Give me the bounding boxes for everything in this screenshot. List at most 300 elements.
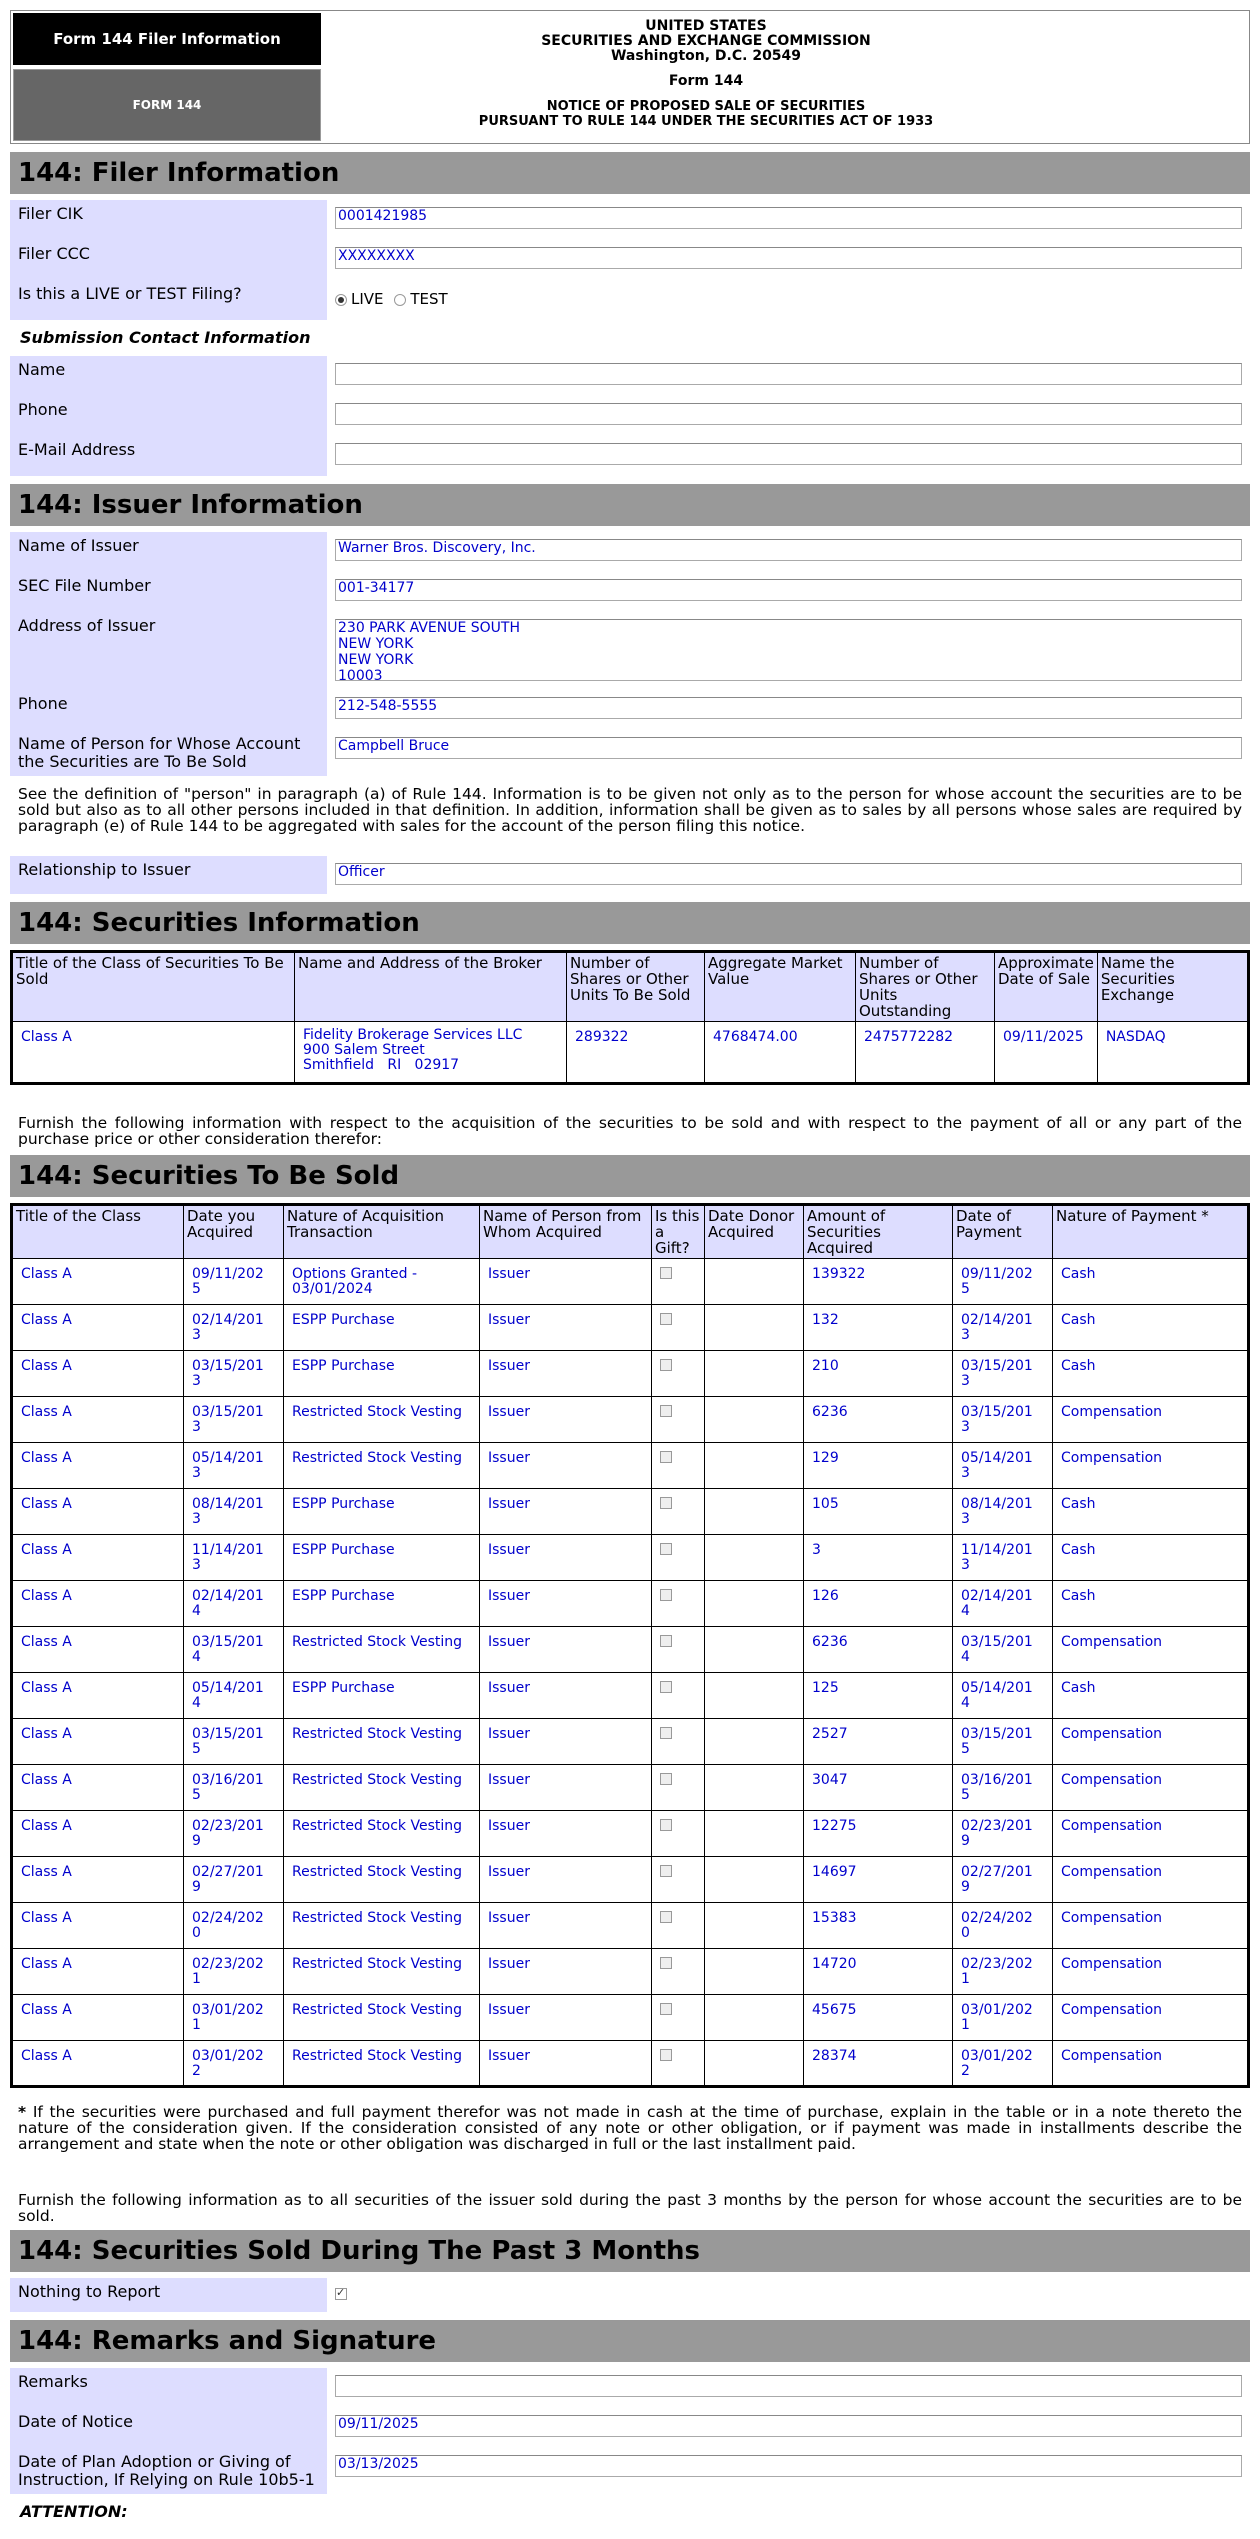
cell-class: Class A: [12, 1351, 184, 1397]
is-gift-checkbox[interactable]: [660, 1635, 672, 1647]
live-test-label: Is this a LIVE or TEST Filing?: [10, 280, 327, 320]
cell-donor-date: [705, 1259, 804, 1305]
cell-is-gift: [652, 1581, 705, 1627]
cell-date-acquired: 03/15/201 5: [184, 1719, 284, 1765]
to-be-sold-header-row: [12, 1205, 1249, 1259]
cell-amount: 2527: [804, 1719, 953, 1765]
address-line-1: 230 PARK AVENUE SOUTH: [338, 620, 521, 636]
cell-class: Class A: [12, 1811, 184, 1857]
cell-date-acquired: 08/14/201 3: [184, 1489, 284, 1535]
cell-acquired-from: Issuer: [480, 1259, 652, 1305]
plan-date-field[interactable]: 03/13/2025: [335, 2455, 1242, 2477]
col-title-class: Title of the Class: [12, 1205, 184, 1259]
to-be-sold-row: [12, 1673, 1249, 1719]
cell-payment-date: 05/14/201 3: [953, 1443, 1053, 1489]
section-issuer-information: 144: Issuer Information: [10, 484, 1250, 526]
contact-name-row: [10, 356, 1250, 396]
cell-amount: 126: [804, 1581, 953, 1627]
col-broker: Name and Address of the Broker: [295, 952, 567, 1022]
col-units-outstanding: Number of Shares or Other Units Outstanding: [856, 952, 995, 1022]
seller-name-field[interactable]: Campbell Bruce: [335, 737, 1242, 759]
cell-class: Class A: [12, 1022, 295, 1084]
is-gift-checkbox[interactable]: [660, 1451, 672, 1463]
cell-payment-nature: Cash: [1053, 1673, 1249, 1719]
cell-donor-date: [705, 1627, 804, 1673]
past3-instructions: Furnish the following information as to all securities of the issuer sold during the past 3 months by the person for whose account the securities are to be sold.: [18, 2191, 1242, 2225]
cell-payment-date: 02/23/201 9: [953, 1811, 1053, 1857]
securities-info-header-row: [12, 952, 1249, 1022]
cell-acquired-from: Issuer: [480, 1811, 652, 1857]
cell-payment-nature: Compensation: [1053, 1765, 1249, 1811]
nothing-to-report-checkbox[interactable]: [335, 2288, 347, 2300]
is-gift-checkbox[interactable]: [660, 1589, 672, 1601]
cell-donor-date: [705, 1443, 804, 1489]
to-be-sold-row: [12, 2041, 1249, 2087]
is-gift-checkbox[interactable]: [660, 1727, 672, 1739]
cell-is-gift: [652, 1443, 705, 1489]
cell-acquisition-nature: Restricted Stock Vesting: [284, 1903, 480, 1949]
header-title-block: [323, 11, 1249, 143]
cell-donor-date: [705, 1535, 804, 1581]
cell-acquisition-nature: ESPP Purchase: [284, 1305, 480, 1351]
cell-class: Class A: [12, 1443, 184, 1489]
section-securities-to-be-sold: 144: Securities To Be Sold: [10, 1155, 1250, 1197]
cell-is-gift: [652, 1397, 705, 1443]
cell-payment-date: 03/15/201 4: [953, 1627, 1053, 1673]
is-gift-checkbox[interactable]: [660, 1313, 672, 1325]
contact-phone-field[interactable]: [335, 403, 1242, 425]
cell-acquisition-nature: ESPP Purchase: [284, 1673, 480, 1719]
cell-is-gift: [652, 1259, 705, 1305]
filer-cik-field[interactable]: 0001421985: [335, 207, 1242, 229]
to-be-sold-row: [12, 1489, 1249, 1535]
cell-donor-date: [705, 1397, 804, 1443]
is-gift-checkbox[interactable]: [660, 1267, 672, 1279]
to-be-sold-row: [12, 1259, 1249, 1305]
cell-acquisition-nature: Restricted Stock Vesting: [284, 2041, 480, 2087]
cell-class: Class A: [12, 2041, 184, 2087]
cell-amount: 28374: [804, 2041, 953, 2087]
filer-cik-row: [10, 200, 1250, 240]
is-gift-checkbox[interactable]: [660, 1957, 672, 1969]
cell-class: Class A: [12, 1581, 184, 1627]
cell-acquisition-nature: Restricted Stock Vesting: [284, 1627, 480, 1673]
cell-is-gift: [652, 2041, 705, 2087]
cell-amount: 14720: [804, 1949, 953, 1995]
seller-name-label: Name of Person for Whose Account the Securities are To Be Sold: [10, 730, 327, 776]
cell-sale-date: 09/11/2025: [995, 1022, 1098, 1084]
contact-email-row: [10, 436, 1250, 476]
securities-to-be-sold-table: [10, 1203, 1250, 2088]
cell-acquisition-nature: Restricted Stock Vesting: [284, 1443, 480, 1489]
notice-date-row: [10, 2408, 1250, 2448]
cell-acquired-from: Issuer: [480, 1949, 652, 1995]
col-amount-acquired: Amount of Securities Acquired: [804, 1205, 953, 1259]
address-line-3: NEW YORK: [338, 652, 414, 668]
col-acquisition-nature: Nature of Acquisition Transaction: [284, 1205, 480, 1259]
broker-name: Fidelity Brokerage Services LLC: [303, 1027, 523, 1043]
cell-class: Class A: [12, 1305, 184, 1351]
remarks-label: Remarks: [10, 2368, 327, 2408]
cell-date-acquired: 03/16/201 5: [184, 1765, 284, 1811]
cell-payment-nature: Cash: [1053, 1305, 1249, 1351]
cell-acquired-from: Issuer: [480, 1443, 652, 1489]
col-date-acquired: Date you Acquired: [184, 1205, 284, 1259]
is-gift-checkbox[interactable]: [660, 1911, 672, 1923]
to-be-sold-row: [12, 1949, 1249, 1995]
notice-date-field[interactable]: 09/11/2025: [335, 2415, 1242, 2437]
cell-payment-nature: Compensation: [1053, 1811, 1249, 1857]
cell-is-gift: [652, 1305, 705, 1351]
cell-payment-nature: Compensation: [1053, 2041, 1249, 2087]
issuer-address-field[interactable]: [335, 619, 1242, 684]
header-badges: [11, 11, 323, 143]
to-be-sold-row: [12, 1811, 1249, 1857]
cell-payment-date: 05/14/201 4: [953, 1673, 1053, 1719]
cell-donor-date: [705, 2041, 804, 2087]
is-gift-checkbox[interactable]: [660, 1819, 672, 1831]
cell-acquisition-nature: Restricted Stock Vesting: [284, 1811, 480, 1857]
section-sold-past-3-months: 144: Securities Sold During The Past 3 Months: [10, 2230, 1250, 2272]
cell-value: 4768474.00: [705, 1022, 856, 1084]
footnote-text: If the securities were purchased and full payment therefor was not made in cash at the time of purchase, explain in the table or in a note thereto the nature of the consideration given. If the consideration consisted of any note or other obligation, or if payment was made in installments describe the arrangement and state when the note or other obligation was discharged in full or the last installment paid.: [18, 2103, 1242, 2153]
cell-date-acquired: 03/01/202 1: [184, 1995, 284, 2041]
cell-payment-date: 03/15/201 3: [953, 1351, 1053, 1397]
is-gift-checkbox[interactable]: [660, 1405, 672, 1417]
cell-payment-nature: Cash: [1053, 1535, 1249, 1581]
cell-class: Class A: [12, 1627, 184, 1673]
cell-acquired-from: Issuer: [480, 1673, 652, 1719]
cell-date-acquired: 02/14/201 4: [184, 1581, 284, 1627]
cell-acquisition-nature: Options Granted - 03/01/2024: [284, 1259, 480, 1305]
col-is-gift: Is this a Gift?: [652, 1205, 705, 1259]
cell-class: Class A: [12, 1489, 184, 1535]
cell-date-acquired: 02/27/201 9: [184, 1857, 284, 1903]
cell-acquisition-nature: Restricted Stock Vesting: [284, 1949, 480, 1995]
cell-donor-date: [705, 1765, 804, 1811]
sec-file-field[interactable]: 001-34177: [335, 579, 1242, 601]
issuer-address-label: Address of Issuer: [10, 612, 327, 690]
filer-info-tab[interactable]: Form 144 Filer Information: [13, 13, 321, 65]
agency-location: Washington, D.C. 20549: [610, 48, 802, 64]
cell-class: Class A: [12, 1765, 184, 1811]
is-gift-checkbox[interactable]: [660, 1359, 672, 1371]
cell-date-acquired: 09/11/202 5: [184, 1259, 284, 1305]
cell-class: Class A: [12, 1903, 184, 1949]
cell-class: Class A: [12, 1673, 184, 1719]
cell-date-acquired: 03/15/201 3: [184, 1397, 284, 1443]
notice-date-label: Date of Notice: [10, 2408, 327, 2448]
issuer-phone-row: [10, 690, 1250, 730]
cell-acquired-from: Issuer: [480, 1719, 652, 1765]
to-be-sold-row: [12, 1765, 1249, 1811]
cell-payment-date: 03/16/201 5: [953, 1765, 1053, 1811]
cell-payment-nature: Compensation: [1053, 1627, 1249, 1673]
cell-payment-date: 02/23/202 1: [953, 1949, 1053, 1995]
cell-payment-nature: Cash: [1053, 1351, 1249, 1397]
cell-class: Class A: [12, 1995, 184, 2041]
footnote-star: *: [18, 2103, 27, 2121]
cell-is-gift: [652, 1765, 705, 1811]
cell-donor-date: [705, 1995, 804, 2041]
address-line-4: 10003: [338, 668, 383, 684]
section-securities-information: 144: Securities Information: [10, 902, 1250, 944]
cell-payment-nature: Compensation: [1053, 1903, 1249, 1949]
cell-payment-date: 02/14/201 4: [953, 1581, 1053, 1627]
remarks-field[interactable]: [335, 2375, 1242, 2397]
is-gift-checkbox[interactable]: [660, 1543, 672, 1555]
cell-payment-date: 11/14/201 3: [953, 1535, 1053, 1581]
to-be-sold-row: [12, 1535, 1249, 1581]
cell-date-acquired: 11/14/201 3: [184, 1535, 284, 1581]
to-be-sold-row: [12, 1627, 1249, 1673]
cell-amount: 129: [804, 1443, 953, 1489]
cell-donor-date: [705, 1305, 804, 1351]
contact-email-label: E-Mail Address: [10, 436, 327, 476]
cell-acquired-from: Issuer: [480, 1995, 652, 2041]
cell-donor-date: [705, 1489, 804, 1535]
is-gift-checkbox[interactable]: [660, 2049, 672, 2061]
col-sale-date: Approximate Date of Sale: [995, 952, 1098, 1022]
is-gift-checkbox[interactable]: [660, 1865, 672, 1877]
broker-city: Smithfield RI 02917: [303, 1057, 460, 1073]
cell-acquired-from: Issuer: [480, 1627, 652, 1673]
cell-class: Class A: [12, 1535, 184, 1581]
cell-amount: 12275: [804, 1811, 953, 1857]
col-acquired-from: Name of Person from Whom Acquired: [480, 1205, 652, 1259]
cell-amount: 45675: [804, 1995, 953, 2041]
section-remarks-signature: 144: Remarks and Signature: [10, 2320, 1250, 2362]
cell-payment-date: 02/27/201 9: [953, 1857, 1053, 1903]
relationship-row: [10, 856, 1250, 894]
address-line-2: NEW YORK: [338, 636, 414, 652]
payment-footnote: [10, 2088, 1250, 2158]
relationship-label: Relationship to Issuer: [10, 856, 327, 894]
securities-info-row: [12, 1022, 1249, 1084]
cell-acquisition-nature: Restricted Stock Vesting: [284, 1397, 480, 1443]
col-donor-date: Date Donor Acquired: [705, 1205, 804, 1259]
contact-name-label: Name: [10, 356, 327, 396]
cell-payment-nature: Compensation: [1053, 1995, 1249, 2041]
cell-acquired-from: Issuer: [480, 1581, 652, 1627]
cell-payment-date: 02/24/202 0: [953, 1903, 1053, 1949]
cell-donor-date: [705, 1581, 804, 1627]
cell-acquired-from: Issuer: [480, 1765, 652, 1811]
col-payment-date: Date of Payment: [953, 1205, 1053, 1259]
cell-broker: [295, 1022, 567, 1084]
cell-donor-date: [705, 1351, 804, 1397]
plan-date-label: Date of Plan Adoption or Giving of Instruction, If Relying on Rule 10b5-1: [10, 2448, 327, 2494]
cell-donor-date: [705, 1673, 804, 1719]
cell-is-gift: [652, 1857, 705, 1903]
to-be-sold-row: [12, 1581, 1249, 1627]
cell-is-gift: [652, 1673, 705, 1719]
to-be-sold-row: [12, 1351, 1249, 1397]
cell-donor-date: [705, 1719, 804, 1765]
cell-acquisition-nature: Restricted Stock Vesting: [284, 1995, 480, 2041]
cell-payment-nature: Compensation: [1053, 1719, 1249, 1765]
cell-donor-date: [705, 1949, 804, 1995]
cell-date-acquired: 02/23/201 9: [184, 1811, 284, 1857]
cell-is-gift: [652, 1949, 705, 1995]
cell-payment-nature: Cash: [1053, 1489, 1249, 1535]
cell-units: 289322: [567, 1022, 705, 1084]
to-be-sold-row: [12, 1443, 1249, 1489]
form-144-tab[interactable]: FORM 144: [13, 69, 321, 141]
to-be-sold-row: [12, 1995, 1249, 2041]
cell-donor-date: [705, 1903, 804, 1949]
relationship-field[interactable]: Officer: [335, 863, 1242, 885]
cell-amount: 3047: [804, 1765, 953, 1811]
cell-date-acquired: 03/15/201 3: [184, 1351, 284, 1397]
person-definition-text: See the definition of "person" in paragraph (a) of Rule 144. Information is to be given not only as to the person for whose account the securities are to be sold but also as to all other persons included in that definition. In addition, information shall be given as to sales by all persons whose sales are required by paragraph (e) of Rule 144 to be aggregated with sales for the account of the person filing this notice.: [18, 785, 1242, 835]
issuer-name-field[interactable]: Warner Bros. Discovery, Inc.: [335, 539, 1242, 561]
attention-heading: ATTENTION:: [20, 2502, 128, 2521]
cell-acquired-from: Issuer: [480, 1857, 652, 1903]
cell-class: Class A: [12, 1857, 184, 1903]
is-gift-checkbox[interactable]: [660, 2003, 672, 2015]
cell-date-acquired: 02/24/202 0: [184, 1903, 284, 1949]
cell-acquired-from: Issuer: [480, 1305, 652, 1351]
cell-payment-nature: Cash: [1053, 1581, 1249, 1627]
live-radio[interactable]: [335, 294, 347, 306]
cell-amount: 105: [804, 1489, 953, 1535]
cell-payment-date: 09/11/202 5: [953, 1259, 1053, 1305]
cell-payment-date: 03/15/201 5: [953, 1719, 1053, 1765]
cell-is-gift: [652, 1535, 705, 1581]
issuer-name-label: Name of Issuer: [10, 532, 327, 572]
cell-donor-date: [705, 1811, 804, 1857]
cell-acquisition-nature: Restricted Stock Vesting: [284, 1765, 480, 1811]
cell-payment-date: 03/01/202 2: [953, 2041, 1053, 2087]
cell-exchange: NASDAQ: [1097, 1022, 1248, 1084]
cell-amount: 14697: [804, 1857, 953, 1903]
cell-amount: 132: [804, 1305, 953, 1351]
cell-payment-nature: Compensation: [1053, 1949, 1249, 1995]
cell-donor-date: [705, 1857, 804, 1903]
col-units-to-sell: Number of Shares or Other Units To Be Sold: [567, 952, 705, 1022]
cell-payment-date: 02/14/201 3: [953, 1305, 1053, 1351]
notice-line-2: PURSUANT TO RULE 144 UNDER THE SECURITIES ACT OF 1933: [478, 114, 934, 129]
form-name: Form 144: [668, 73, 744, 89]
nothing-to-report-row: [10, 2278, 1250, 2312]
submission-contact-heading: Submission Contact Information: [20, 328, 311, 347]
cell-class: Class A: [12, 1397, 184, 1443]
filer-ccc-label: Filer CCC: [10, 240, 327, 280]
notice-line-1: NOTICE OF PROPOSED SALE OF SECURITIES: [546, 99, 866, 114]
cell-is-gift: [652, 1719, 705, 1765]
to-be-sold-row: [12, 1857, 1249, 1903]
issuer-name-row: [10, 532, 1250, 572]
cell-payment-date: 08/14/201 3: [953, 1489, 1053, 1535]
col-market-value: Aggregate Market Value: [705, 952, 856, 1022]
cell-amount: 139322: [804, 1259, 953, 1305]
cell-payment-nature: Compensation: [1053, 1397, 1249, 1443]
live-test-row: [10, 280, 1250, 320]
col-exchange: Name the Securities Exchange: [1097, 952, 1248, 1022]
nothing-to-report-label: Nothing to Report: [10, 2278, 327, 2312]
cell-is-gift: [652, 1627, 705, 1673]
cell-acquisition-nature: ESPP Purchase: [284, 1581, 480, 1627]
is-gift-checkbox[interactable]: [660, 1773, 672, 1785]
securities-info-table: [10, 950, 1250, 1085]
cell-payment-nature: Cash: [1053, 1259, 1249, 1305]
to-be-sold-row: [12, 1719, 1249, 1765]
sec-file-row: [10, 572, 1250, 612]
cell-is-gift: [652, 1489, 705, 1535]
is-gift-checkbox[interactable]: [660, 1497, 672, 1509]
cell-acquired-from: Issuer: [480, 1397, 652, 1443]
cell-acquired-from: Issuer: [480, 1535, 652, 1581]
contact-name-field[interactable]: [335, 363, 1242, 385]
cell-payment-nature: Compensation: [1053, 1857, 1249, 1903]
to-be-sold-row: [12, 1397, 1249, 1443]
cell-amount: 6236: [804, 1627, 953, 1673]
cell-class: Class A: [12, 1719, 184, 1765]
to-be-sold-row: [12, 1305, 1249, 1351]
cell-class: Class A: [12, 1949, 184, 1995]
cell-acquisition-nature: ESPP Purchase: [284, 1489, 480, 1535]
cell-acquired-from: Issuer: [480, 1489, 652, 1535]
acquisition-instructions: Furnish the following information with respect to the acquisition of the securities to be sold and with respect to the payment of all or any part of the purchase price or other consideration therefor:: [18, 1114, 1242, 1148]
cell-acquired-from: Issuer: [480, 2041, 652, 2087]
remarks-row: [10, 2368, 1250, 2408]
cell-date-acquired: 05/14/201 3: [184, 1443, 284, 1489]
contact-phone-label: Phone: [10, 396, 327, 436]
cell-amount: 210: [804, 1351, 953, 1397]
cell-date-acquired: 02/23/202 1: [184, 1949, 284, 1995]
contact-phone-row: [10, 396, 1250, 436]
filer-cik-label: Filer CIK: [10, 200, 327, 240]
cell-date-acquired: 05/14/201 4: [184, 1673, 284, 1719]
live-radio-label: LIVE: [351, 290, 384, 308]
cell-amount: 6236: [804, 1397, 953, 1443]
cell-date-acquired: 02/14/201 3: [184, 1305, 284, 1351]
col-payment-nature: [1053, 1205, 1249, 1259]
filer-ccc-row: [10, 240, 1250, 280]
cell-acquired-from: Issuer: [480, 1903, 652, 1949]
cell-acquisition-nature: ESPP Purchase: [284, 1351, 480, 1397]
contact-email-field[interactable]: [335, 443, 1242, 465]
issuer-phone-field[interactable]: 212-548-5555: [335, 697, 1242, 719]
test-radio-label: TEST: [410, 290, 448, 308]
cell-is-gift: [652, 1903, 705, 1949]
cell-acquisition-nature: ESPP Purchase: [284, 1535, 480, 1581]
cell-is-gift: [652, 1811, 705, 1857]
plan-date-row: [10, 2448, 1250, 2494]
cell-outstanding: 2475772282: [856, 1022, 995, 1084]
is-gift-checkbox[interactable]: [660, 1681, 672, 1693]
seller-name-row: [10, 730, 1250, 776]
issuer-address-row: [10, 612, 1250, 690]
to-be-sold-row: [12, 1903, 1249, 1949]
test-radio[interactable]: [394, 294, 406, 306]
form-header: [10, 10, 1250, 144]
section-filer-information: 144: Filer Information: [10, 152, 1250, 194]
cell-payment-date: 03/01/202 1: [953, 1995, 1053, 2041]
issuer-phone-label: Phone: [10, 690, 327, 730]
col-class-title: Title of the Class of Securities To Be Sold: [12, 952, 295, 1022]
cell-amount: 125: [804, 1673, 953, 1719]
col-payment-nature-label: Nature of Payment *: [1056, 1207, 1209, 1225]
cell-acquisition-nature: Restricted Stock Vesting: [284, 1857, 480, 1903]
cell-payment-date: 03/15/201 3: [953, 1397, 1053, 1443]
cell-date-acquired: 03/01/202 2: [184, 2041, 284, 2087]
cell-amount: 15383: [804, 1903, 953, 1949]
cell-acquisition-nature: Restricted Stock Vesting: [284, 1719, 480, 1765]
cell-date-acquired: 03/15/201 4: [184, 1627, 284, 1673]
filer-ccc-field[interactable]: XXXXXXXX: [335, 247, 1242, 269]
